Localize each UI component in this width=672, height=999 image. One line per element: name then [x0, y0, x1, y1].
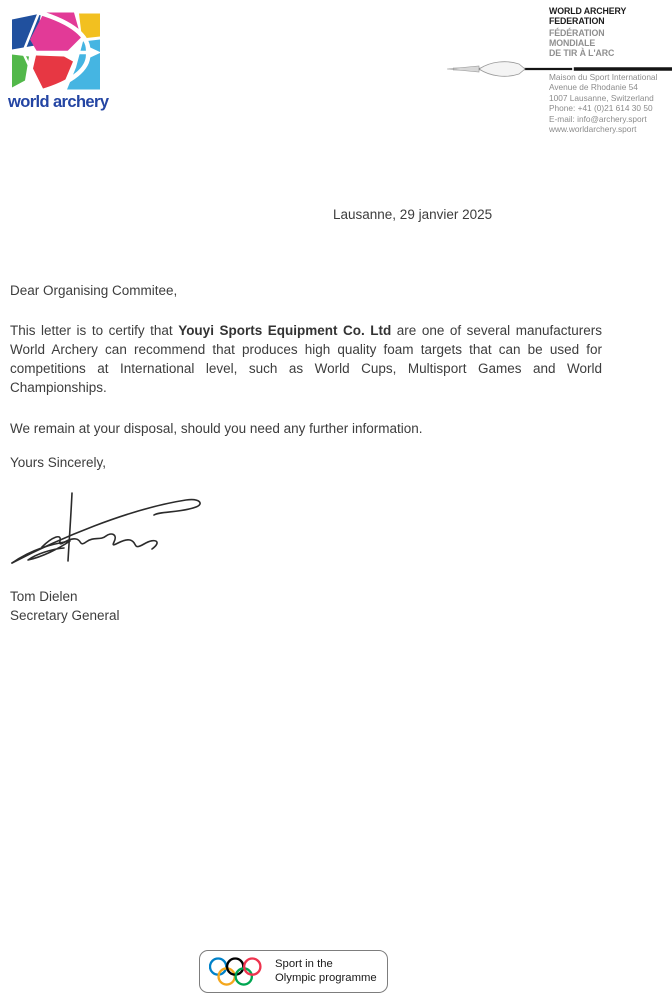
address-line: Avenue de Rhodanie 54 [549, 82, 638, 93]
ring-black [227, 958, 243, 974]
ring-green [236, 968, 252, 984]
signer-title: Secretary General [10, 608, 120, 623]
olympic-label-line1: Sport in the [275, 957, 333, 970]
federation-name-fr: FÉDÉRATION [549, 28, 605, 38]
olympic-rings-icon [209, 954, 265, 990]
signer-name: Tom Dielen [10, 589, 78, 604]
federation-name-fr: MONDIALE [549, 38, 596, 48]
signature-icon [8, 487, 213, 569]
address-line: Maison du Sport International [549, 72, 658, 82]
body-text: This letter is to certify that [10, 323, 179, 338]
body-paragraph [10, 321, 602, 397]
closing-paragraph: We remain at your disposal, should you need any further information. [10, 421, 423, 436]
olympic-programme-badge [199, 950, 388, 993]
ring-red [244, 958, 260, 974]
federation-name-block [549, 6, 669, 58]
salutation: Dear Organising Commitee, [10, 283, 178, 298]
world-archery-wordmark: world archery [8, 93, 109, 111]
address-line: E-mail: info@archery.sport [549, 113, 647, 124]
address-line: 1007 Lausanne, Switzerland [549, 92, 654, 103]
olympic-programme-label [275, 958, 377, 986]
ring-yellow [219, 968, 235, 984]
federation-name-en: FEDERATION [549, 16, 605, 26]
body-text: are one of several manufacturers World Archery can recommend that produces high quality foam targets that can be used for competitions at International level, such as World Cups, Multisport Games and World Championships. [10, 323, 602, 395]
address-line: Phone: +41 (0)21 614 30 50 [549, 103, 653, 114]
olympic-label-line2: Olympic programme [275, 971, 377, 984]
ring-blue [210, 958, 226, 974]
address-block [549, 72, 669, 134]
federation-name-en: WORLD ARCHERY [549, 6, 627, 16]
address-line: www.worldarchery.sport [549, 124, 637, 135]
valediction: Yours Sincerely, [10, 455, 107, 470]
company-name: Youyi Sports Equipment Co. Ltd [178, 323, 392, 338]
world-archery-logo-icon [10, 10, 103, 94]
federation-name-fr: DE TIR À L'ARC [549, 48, 615, 58]
dateline: Lausanne, 29 janvier 2025 [333, 207, 493, 222]
